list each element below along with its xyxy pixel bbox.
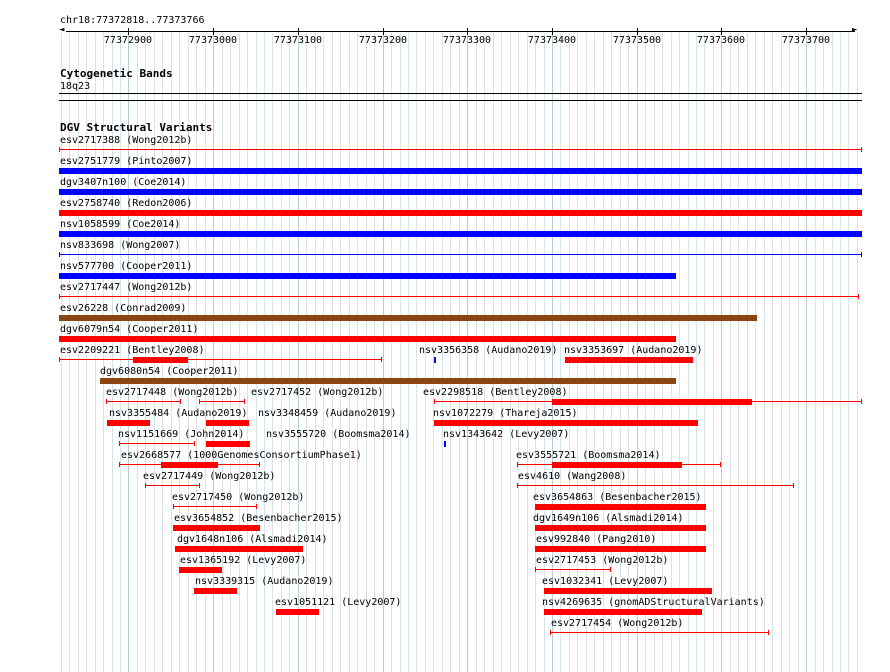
- ruler-tick-label: 77373300: [442, 35, 492, 46]
- feature-label[interactable]: esv3654863 (Besenbacher2015): [533, 492, 702, 503]
- ruler-left-arrow: ◄: [59, 25, 65, 35]
- feature-bar[interactable]: [59, 336, 676, 342]
- feature-label[interactable]: nsv577700 (Cooper2011): [60, 261, 193, 272]
- feature-label[interactable]: nsv1343642 (Levy2007): [443, 429, 570, 440]
- feature-line[interactable]: [59, 296, 859, 297]
- feature-label[interactable]: esv4610 (Wang2008): [518, 471, 627, 482]
- ruler-tick-label: 77373000: [188, 35, 238, 46]
- ruler-tick: [298, 28, 299, 35]
- feature-line[interactable]: [550, 632, 769, 633]
- feature-bar[interactable]: [179, 567, 222, 573]
- feature-line[interactable]: [59, 149, 862, 150]
- feature-cap-start[interactable]: [119, 441, 120, 446]
- feature-cap-start[interactable]: [550, 630, 551, 635]
- feature-bar[interactable]: [544, 609, 702, 615]
- feature-label[interactable]: esv2717454 (Wong2012b): [551, 618, 684, 629]
- feature-label[interactable]: esv2717448 (Wong2012b): [106, 387, 239, 398]
- feature-bar[interactable]: [100, 378, 676, 384]
- feature-cap-start[interactable]: [59, 294, 60, 299]
- feature-cap-start[interactable]: [59, 147, 60, 152]
- feature-label[interactable]: dgv6080n54 (Cooper2011): [100, 366, 239, 377]
- ruler-axis: [66, 31, 855, 32]
- feature-cap-end[interactable]: [720, 462, 721, 467]
- feature-bar[interactable]: [565, 357, 693, 363]
- feature-bar[interactable]: [107, 420, 150, 426]
- feature-cap-start[interactable]: [145, 483, 146, 488]
- ruler-tick-label: 77373600: [696, 35, 746, 46]
- feature-label[interactable]: nsv1058599 (Coe2014): [60, 219, 181, 230]
- feature-cap-end[interactable]: [259, 462, 260, 467]
- feature-label[interactable]: esv3654852 (Besenbacher2015): [174, 513, 343, 524]
- feature-bar[interactable]: [175, 546, 303, 552]
- feature-line[interactable]: [59, 254, 862, 255]
- feature-bar[interactable]: [173, 525, 260, 531]
- feature-cap-start[interactable]: [434, 399, 435, 404]
- feature-line[interactable]: [106, 401, 181, 402]
- ruler-tick-label: 77373700: [781, 35, 831, 46]
- feature-label[interactable]: esv2751779 (Pinto2007): [60, 156, 193, 167]
- feature-bar[interactable]: [535, 504, 706, 510]
- feature-bar[interactable]: [276, 609, 319, 615]
- feature-cap-end[interactable]: [199, 483, 200, 488]
- ruler-tick: [637, 28, 638, 35]
- feature-label[interactable]: esv2717453 (Wong2012b): [536, 555, 669, 566]
- feature-cap-end[interactable]: [861, 147, 862, 152]
- feature-cap-start[interactable]: [119, 462, 120, 467]
- feature-thick-segment[interactable]: [552, 399, 752, 405]
- feature-cap-start[interactable]: [535, 567, 536, 572]
- feature-label[interactable]: dgv1648n106 (Alsmadi2014): [177, 534, 328, 545]
- dgv-track-title: DGV Structural Variants: [60, 121, 213, 134]
- feature-cap-start[interactable]: [59, 357, 60, 362]
- feature-label[interactable]: esv2717450 (Wong2012b): [172, 492, 305, 503]
- feature-label[interactable]: esv1365192 (Levy2007): [180, 555, 307, 566]
- feature-label[interactable]: nsv1072279 (Thareja2015): [433, 408, 578, 419]
- ruler-tick-label: 77373400: [527, 35, 577, 46]
- feature-cap-start[interactable]: [106, 399, 107, 404]
- feature-cap-end[interactable]: [610, 567, 611, 572]
- feature-cap-end[interactable]: [381, 357, 382, 362]
- feature-cap-end[interactable]: [244, 399, 245, 404]
- cytoband-top-line: [59, 93, 862, 94]
- feature-label[interactable]: esv3555721 (Boomsma2014): [516, 450, 661, 461]
- feature-label[interactable]: nsv1151669 (John2014): [118, 429, 245, 440]
- ruler-tick-label: 77372900: [103, 35, 153, 46]
- feature-bar[interactable]: [535, 525, 706, 531]
- feature-cap-start[interactable]: [517, 483, 518, 488]
- feature-bar[interactable]: [59, 231, 862, 237]
- feature-bar[interactable]: [59, 168, 862, 174]
- feature-label[interactable]: esv2717449 (Wong2012b): [143, 471, 276, 482]
- feature-bar[interactable]: [59, 210, 862, 216]
- feature-bar[interactable]: [59, 273, 676, 279]
- feature-label[interactable]: nsv3348459 (Audano2019): [258, 408, 397, 419]
- feature-label[interactable]: nsv3355484 (Audano2019): [109, 408, 248, 419]
- feature-label[interactable]: nsv3356358 (Audano2019): [419, 345, 558, 356]
- cytoband-bottom-line: [59, 100, 862, 101]
- feature-cap-start[interactable]: [59, 252, 60, 257]
- feature-line[interactable]: [119, 443, 195, 444]
- feature-label[interactable]: nsv4269635 (gnomADStructuralVariants): [542, 597, 765, 608]
- feature-cap-end[interactable]: [180, 399, 181, 404]
- ruler-tick: [213, 28, 214, 35]
- feature-bar[interactable]: [206, 441, 250, 447]
- feature-bar[interactable]: [535, 546, 706, 552]
- feature-cap-end[interactable]: [194, 441, 195, 446]
- feature-thick-segment[interactable]: [133, 357, 188, 363]
- feature-line[interactable]: [173, 506, 257, 507]
- feature-label[interactable]: esv1032341 (Levy2007): [542, 576, 669, 587]
- feature-cap-end[interactable]: [861, 252, 862, 257]
- feature-label[interactable]: esv2668577 (1000GenomesConsortiumPhase1): [121, 450, 362, 461]
- feature-label[interactable]: nsv3353697 (Audano2019): [564, 345, 703, 356]
- feature-cap-end[interactable]: [793, 483, 794, 488]
- feature-line[interactable]: [145, 485, 200, 486]
- feature-thick-segment[interactable]: [552, 462, 682, 468]
- feature-bar[interactable]: [434, 357, 436, 363]
- feature-line[interactable]: [517, 485, 794, 486]
- feature-thick-segment[interactable]: [161, 462, 218, 468]
- feature-cap-end[interactable]: [861, 399, 862, 404]
- feature-cap-start[interactable]: [517, 462, 518, 467]
- feature-label[interactable]: esv2717447 (Wong2012b): [60, 282, 193, 293]
- feature-bar[interactable]: [194, 588, 237, 594]
- ruler-tick: [806, 28, 807, 35]
- feature-label[interactable]: esv992840 (Pang2010): [536, 534, 657, 545]
- feature-label[interactable]: dgv1649n106 (Alsmadi2014): [533, 513, 684, 524]
- feature-bar[interactable]: [434, 420, 698, 426]
- feature-label[interactable]: esv1051121 (Levy2007): [275, 597, 402, 608]
- feature-cap-end[interactable]: [858, 294, 859, 299]
- feature-label[interactable]: dgv6079n54 (Cooper2011): [60, 324, 199, 335]
- feature-label[interactable]: nsv833698 (Wong2007): [60, 240, 181, 251]
- feature-label[interactable]: esv2298518 (Bentley2008): [423, 387, 568, 398]
- feature-label[interactable]: esv2717452 (Wong2012b): [251, 387, 384, 398]
- feature-label[interactable]: nsv3555720 (Boomsma2014): [266, 429, 411, 440]
- feature-label[interactable]: nsv3339315 (Audano2019): [195, 576, 334, 587]
- ruler-tick: [128, 28, 129, 35]
- feature-line[interactable]: [199, 401, 245, 402]
- ruler-tick: [721, 28, 722, 35]
- feature-line[interactable]: [535, 569, 611, 570]
- feature-bar[interactable]: [206, 420, 249, 426]
- feature-bar[interactable]: [544, 588, 712, 594]
- ruler-tick: [552, 28, 553, 35]
- feature-label[interactable]: esv2758740 (Redon2006): [60, 198, 193, 209]
- feature-label[interactable]: esv2209221 (Bentley2008): [60, 345, 205, 356]
- feature-cap-start[interactable]: [199, 399, 200, 404]
- ruler-tick: [383, 28, 384, 35]
- ruler-tick-label: 77373200: [358, 35, 408, 46]
- feature-label[interactable]: dgv3407n100 (Coe2014): [60, 177, 187, 188]
- feature-label[interactable]: esv26228 (Conrad2009): [60, 303, 187, 314]
- feature-bar[interactable]: [59, 189, 862, 195]
- cytoband-title: Cytogenetic Bands: [60, 67, 173, 80]
- ruler-position: chr18:77372818..77373766: [60, 15, 205, 26]
- ruler-tick-label: 77373100: [273, 35, 323, 46]
- feature-label[interactable]: esv2717388 (Wong2012b): [60, 135, 193, 146]
- ruler-tick-label: 77373500: [612, 35, 662, 46]
- feature-cap-start[interactable]: [173, 504, 174, 509]
- feature-cap-end[interactable]: [256, 504, 257, 509]
- cytoband-label: 18q23: [60, 81, 91, 92]
- ruler-tick: [467, 28, 468, 35]
- ruler-right-arrow: ►: [852, 25, 858, 35]
- feature-cap-end[interactable]: [768, 630, 769, 635]
- feature-line[interactable]: [59, 359, 382, 360]
- feature-bar[interactable]: [444, 441, 446, 447]
- feature-bar[interactable]: [59, 315, 757, 321]
